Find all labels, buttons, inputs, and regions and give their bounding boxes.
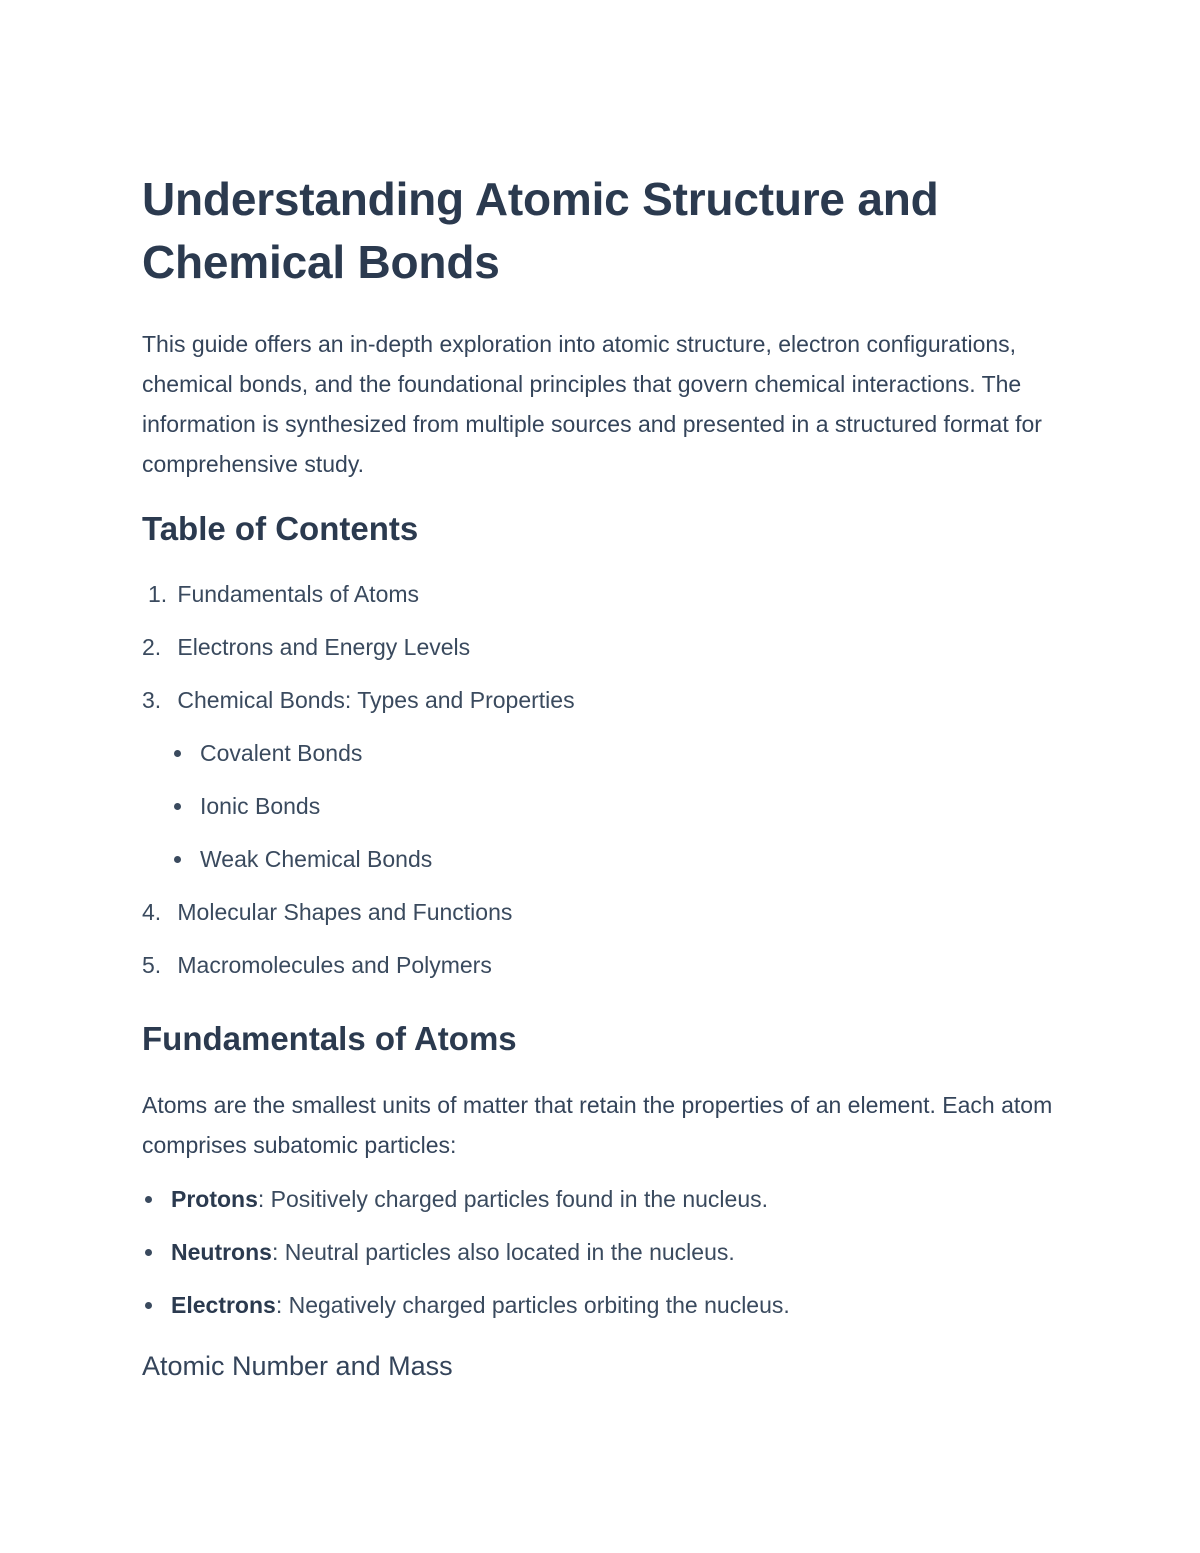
toc-item-electrons[interactable] <box>142 621 1062 674</box>
particle-list <box>142 1173 1062 1332</box>
toc-item-label: Electrons and Energy Levels <box>177 634 471 660</box>
toc-subitem-label: Covalent Bonds <box>200 740 363 766</box>
toc-item-number: 4. <box>142 899 162 925</box>
toc-item-number: 5. <box>142 952 162 978</box>
bullet-icon <box>145 1302 152 1309</box>
bullet-icon <box>174 750 181 757</box>
bullet-icon <box>145 1249 152 1256</box>
particle-description: Negatively charged particles orbiting the nucleus. <box>282 1292 790 1318</box>
particle-description: Neutral particles also located in the nucleus. <box>278 1239 735 1265</box>
intro-paragraph: This guide offers an in-depth exploration into atomic structure, electron configurations, chemical bonds, and the foundational principles that govern chemical interactions. The information is synthesized from multiple sources and presented in a structured format for comprehensive study. <box>142 331 1042 477</box>
toc-item-molecular-shapes[interactable] <box>142 886 1062 939</box>
toc-item-label: Macromolecules and Polymers <box>177 952 492 978</box>
particle-term: Protons <box>171 1186 258 1212</box>
particle-item-neutrons <box>142 1226 1062 1279</box>
particle-term: Electrons <box>171 1292 276 1318</box>
particle-description: Positively charged particles found in the nucleus. <box>264 1186 769 1212</box>
fundamentals-paragraph: Atoms are the smallest units of matter that retain the properties of an element. Each atom comprises subatomic particles: <box>142 1092 1053 1158</box>
bullet-icon <box>174 856 181 863</box>
document-title: Understanding Atomic Structure and Chemical Bonds <box>142 173 939 288</box>
particle-separator: : <box>257 1186 265 1212</box>
toc-subitem-weak[interactable] <box>142 833 1062 886</box>
toc-subitem-label: Weak Chemical Bonds <box>200 846 433 872</box>
particle-item-electrons <box>142 1279 1062 1332</box>
bullet-icon <box>145 1196 152 1203</box>
toc-item-fundamentals[interactable] <box>142 568 1062 621</box>
document-page <box>142 168 1062 1390</box>
toc-subitem-label: Ionic Bonds <box>200 793 321 819</box>
toc-item-label: Fundamentals of Atoms <box>177 581 420 607</box>
toc-item-macromolecules[interactable] <box>142 939 1062 992</box>
particle-separator: : <box>271 1239 279 1265</box>
toc-subitem-ionic[interactable] <box>142 780 1062 833</box>
toc-item-number: 1. <box>148 581 168 607</box>
toc-heading: Table of Contents <box>142 510 419 547</box>
particle-term: Neutrons <box>171 1239 272 1265</box>
toc-item-number: 2. <box>142 634 162 660</box>
toc-item-number: 3. <box>142 687 162 713</box>
section-heading-fundamentals: Fundamentals of Atoms <box>142 1020 517 1057</box>
table-of-contents <box>142 568 1062 992</box>
subsection-heading-atomic-number: Atomic Number and Mass <box>142 1351 453 1381</box>
particle-item-protons <box>142 1173 1062 1226</box>
particle-separator: : <box>275 1292 283 1318</box>
toc-sublist <box>142 727 1062 886</box>
toc-item-label: Molecular Shapes and Functions <box>177 899 513 925</box>
bullet-icon <box>174 803 181 810</box>
toc-subitem-covalent[interactable] <box>142 727 1062 780</box>
toc-item-chemical-bonds[interactable] <box>142 674 1062 886</box>
toc-item-label: Chemical Bonds: Types and Properties <box>177 687 575 713</box>
